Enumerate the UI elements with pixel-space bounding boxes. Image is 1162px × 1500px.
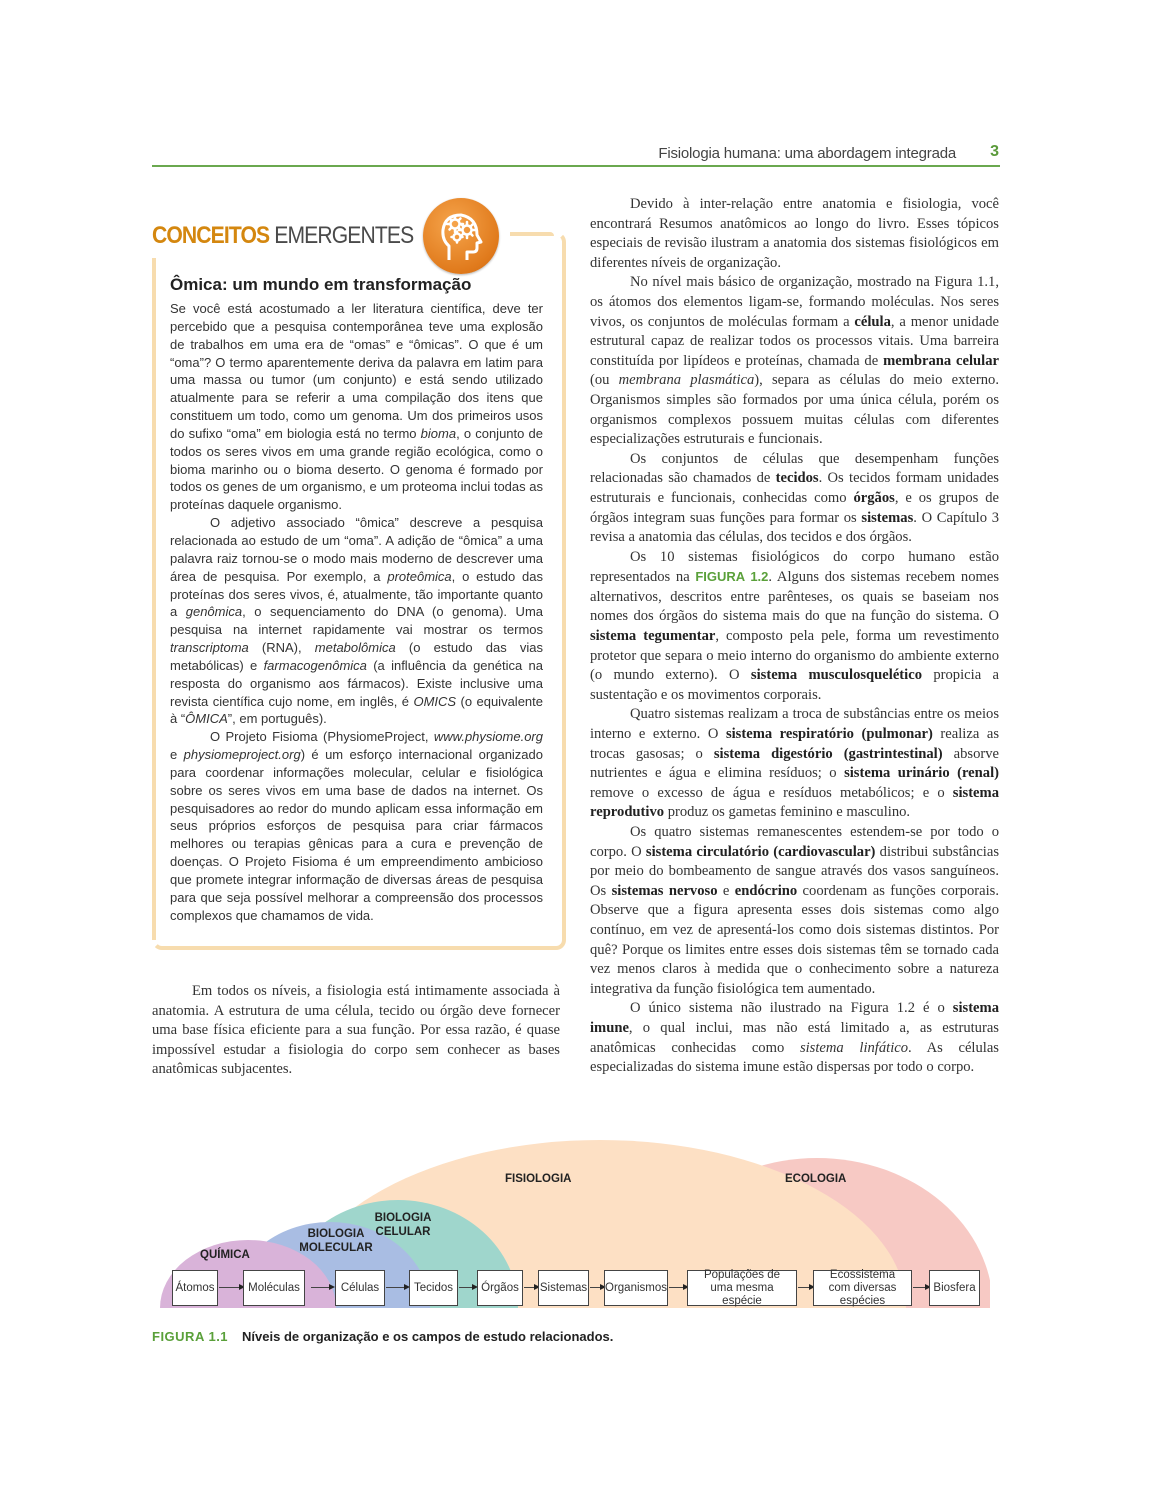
box-title (152, 222, 413, 250)
level-node: Ecossistema com diversas espécies (813, 1270, 912, 1306)
level-node: Sistemas (538, 1270, 589, 1306)
field-label-biologia-molecular: BIOLOGIA MOLECULAR (299, 1228, 373, 1254)
paragraph: Os 10 sistemas fisiológicos do corpo humano estão representados na FIGURA 1.2. Alguns dos sistemas recebem nomes alternativos, descritos entre parênteses, os quais se baseiam nos nomes dos órgãos do sistema mais do que na função do sistema. O sistema tegumentar, composto pela pele, forma um revestimento protetor que separa o meio interno do organismo do ambiente externo (o mundo externo). O sistema musculosquelético propicia a sustentação e os movimentos corporais. (590, 548, 999, 703)
arrow-icon (913, 1287, 929, 1288)
box-body (170, 300, 543, 925)
arrow-icon (459, 1287, 476, 1288)
level-node: Átomos (172, 1270, 218, 1306)
figure-levels-of-organization (160, 1140, 990, 1312)
box-title-normal: EMERGENTES (274, 222, 414, 249)
arrow-icon (524, 1287, 538, 1288)
level-node: Biosfera (929, 1270, 980, 1306)
paragraph: Os quatro sistemas remanescentes estendem-se por todo o corpo. O sistema circulatório (cardiovascular) distribui substâncias por meio do bombeamento de sangue através dos vasos sanguíneos. Os sistemas nervoso e endócrino coordenam as funções corporais. Observe que a figura apresenta esses dois sistemas como algo contínuo, em vez de apresentá-los como dois sistemas distintos. Por quê? Porque os limites entre esses dois sistemas têm se tornado cada vez menos claros à medida que o conhecimento sobre a natureza integrativa da função fisiológica tem aumentado. (590, 824, 1000, 997)
field-label-biologia-celular: BIOLOGIA CELULAR (374, 1212, 432, 1238)
running-header (152, 143, 1000, 167)
figure-caption-text: Níveis de organização e os campos de estudo relacionados. (242, 1329, 614, 1344)
paragraph: No nível mais básico de organização, mostrado na Figura 1.1, os átomos dos elementos ligam-se, formando moléculas. Nos seres vivos, os conjuntos de moléculas formam a célula, a menor unidade estrutural capaz de realizar todos os processos vitais. Uma barreira constituída por lipídeos e proteínas, chamada de membrana celular (ou membrana plasmática), separa as células do meio externo. Organismos simples são formados por uma única célula, porém os organismos complexos possuem muitas células com diferentes especializações estruturais e funcionais. (590, 274, 1000, 448)
box-subtitle: Ômica: um mundo em transformação (170, 275, 472, 294)
paragraph: Quatro sistemas realizam a troca de substâncias entre os meios interno e externo. O sistema respiratório (pulmonar) realiza as trocas gasosas; o sistema digestório (gastrintestinal) absorve nutrientes e água e elimina resíduos; o sistema urinário (renal) remove o excesso de água e resíduos metabólicos; e o sistema reprodutivo produz os gametas feminino e masculino. (590, 706, 1000, 821)
box-paragraph: O Projeto Fisioma (PhysiomeProject, www.physiome.org e physiomeproject.org) é um esforço internacional organizado para coordenar informações molecular, celular e fisiológica sobre os seres vivos em uma base de dados na internet. Os pesquisadores ao redor do mundo aplicam essa informação em seus próprios esforços de pesquisa para criar fármacos melhores ou terapias gênicas para a cura e prevenção de doenças. O Projeto Fisioma é um empreendimento ambicioso que promete integrar informação de diversas áreas de pesquisa para que seja possível melhorar a compreensão dos processos complexos que chamamos de vida. (170, 729, 543, 923)
left-column-text (152, 982, 560, 1080)
page-number: 3 (990, 143, 999, 160)
box-title-bold: CONCEITOS (152, 222, 270, 249)
head-gears-icon (423, 198, 499, 274)
level-node: Tecidos (409, 1270, 458, 1306)
paragraph: O único sistema não ilustrado na Figura 1.2 é o sistema imune, o qual inclui, mas não está limitado a, as estruturas anatômicas conhecidas como sistema linfático. As células especializadas do sistema imune estão dispersas por todo o corpo. (590, 1000, 999, 1076)
figure-caption (152, 1329, 613, 1344)
paragraph: Os conjuntos de células que desempenham funções relacionadas são chamados de tecidos. Os tecidos formam unidades estruturais e funcionais, conhecidas como órgãos, e os grupos de órgãos integram suas funções para formar os sistemas. O Capítulo 3 revisa a anatomia das células, dos tecidos e dos órgãos. (590, 450, 1000, 546)
box-paragraph: O adjetivo associado “ômica” descreve a pesquisa relacionada ao estudo de um “oma”. A adição de “ômica” a uma palavra raiz tornou-se o modo mais moderno de descrever uma área de pesquisa. Por exemplo, a proteômica, o estudo das proteínas dos seres vivos, é, atualmente, tão importante quanto a genômica, o sequenciamento do DNA (o genoma). Uma pesquisa na internet rapidamente vai mostrar os termos transcriptoma (RNA), metabolômica (o estudo das vias metabólicas) e farmacogenômica (a influência da genética na resposta do organismo aos fármacos). Existe inclusive uma revista científica cujo nome, em inglês, é OMICS (o equivalente à “ÔMICA”, em português). (170, 515, 543, 727)
arrow-icon (219, 1287, 243, 1288)
level-node: Células (335, 1270, 385, 1306)
level-node: Moléculas (243, 1270, 305, 1306)
box-frame-top (510, 232, 554, 236)
paragraph: Devido à inter-relação entre anatomia e fisiologia, você encontrará Resumos anatômicos ao longo do livro. Esses tópicos especiais de revisão ilustram a anatomia dos sistemas fisiológicos em diferentes níveis de organização. (590, 196, 999, 271)
field-label-fisiologia: FISIOLOGIA (505, 1173, 572, 1185)
box-paragraph: Se você está acostumado a ler literatura científica, deve ter percebido que a pesquisa contemporânea teve uma explosão de trabalhos em uma era de “omas” e “ômicas”. O que é um “oma”? O termo aparentemente deriva da palavra em latim para uma massa ou tumor (um conjunto) e está sendo utilizado atualmente para se referir a uma compilação dos itens que constituem um todo, como um genoma. Um dos primeiros usos do sufixo “oma” em biologia está no termo bioma, o conjunto de todos os seres vivos em uma grande região ecológica, como o bioma marinho ou o bioma deserto. O genoma é formado por todos os genes de um organismo, e um proteoma inclui todas as proteínas daquele organismo. (170, 301, 543, 513)
arrow-icon (386, 1287, 408, 1288)
level-node: Populações de uma mesma espécie (687, 1270, 797, 1306)
arrow-icon (311, 1287, 333, 1288)
field-label-ecologia: ECOLOGIA (785, 1173, 847, 1185)
level-node: Órgãos (477, 1270, 523, 1306)
arrow-icon (669, 1287, 687, 1288)
arrow-icon (590, 1287, 604, 1288)
paragraph: Em todos os níveis, a fisiologia está intimamente associada à anatomia. A estrutura de uma célula, tecido ou órgão deve fornecer uma base física eficiente para a sua função. Por essa razão, é quase impossível estudar a fisiologia do corpo sem conhecer as bases anatômicas subjacentes. (152, 983, 560, 1078)
field-label-quimica: QUÍMICA (200, 1249, 250, 1261)
figure-number: FIGURA 1.1 (152, 1329, 229, 1344)
level-node: Organismos (604, 1270, 668, 1306)
arrow-icon (798, 1287, 813, 1288)
right-column-text (590, 195, 999, 1078)
running-title: Fisiologia humana: uma abordagem integrada (658, 145, 956, 162)
figure-reference-link[interactable]: FIGURA 1.2 (695, 569, 769, 585)
